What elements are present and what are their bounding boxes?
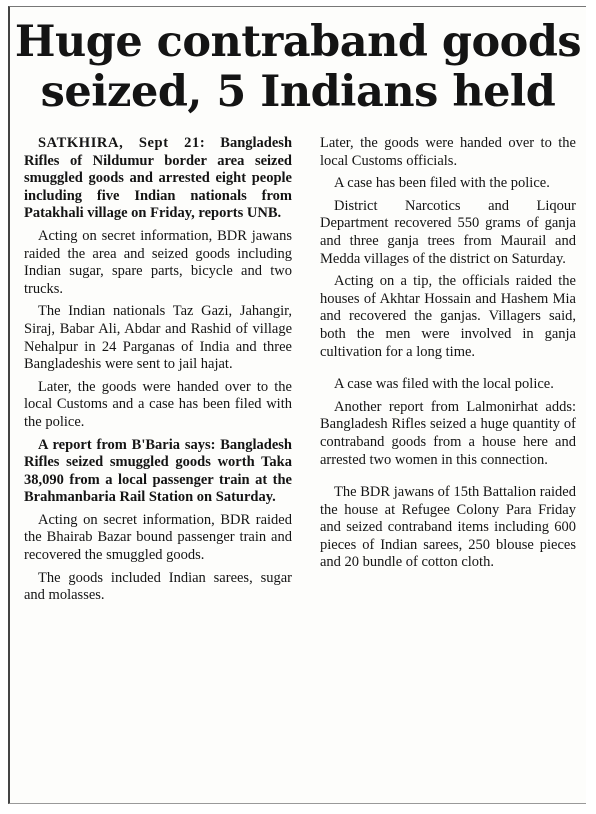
article-body bbox=[24, 135, 576, 795]
paragraph: Another report from Lalmonirhat adds: Bangladesh Rifles seized a huge quantity of contraband goods from a house here and arrested two women in this connection. bbox=[320, 398, 576, 468]
paragraph: A report from B'Baria says: Bangladesh Rifles seized smuggled goods worth Taka 38,090 from a local passenger train at the Brahmanbaria Rail Station on Saturday. bbox=[24, 436, 292, 506]
paragraph: A case was filed with the local police. bbox=[334, 376, 554, 393]
dateline: SATKHIRA, Sept 21: bbox=[38, 135, 206, 151]
paragraph: The goods included Indian sarees, sugar and molasses. bbox=[24, 569, 292, 604]
headline-line-2: seized, 5 Indians held bbox=[40, 67, 556, 117]
spacer bbox=[320, 366, 576, 376]
left-column bbox=[24, 135, 292, 610]
right-column bbox=[320, 135, 576, 577]
paragraph: District Narcotics and Liqour Department recovered 550 grams of ganja and three ganja trees from Maurail and Medda villages of the district on Saturday. bbox=[320, 197, 576, 267]
paragraph: The Indian nationals Taz Gazi, Jahangir, Siraj, Babar Ali, Abdar and Rashid of village Nehalpur in 24 Parganas of India and three Bangladeshis were sent to jail hajat. bbox=[24, 303, 292, 373]
lead-paragraph bbox=[24, 135, 292, 223]
paragraph: Acting on secret information, BDR jawans raided the area and seized goods including Indian sugar, spare parts, bicycle and two trucks. bbox=[24, 227, 292, 297]
paragraph: Later, the goods were handed over to the local Customs and a case has been filed with the police. bbox=[24, 378, 292, 430]
headline-line-1: Huge contraband goods bbox=[14, 17, 582, 67]
spacer bbox=[320, 474, 576, 484]
paragraph: A case has been filed with the police. bbox=[334, 175, 550, 192]
headline bbox=[10, 17, 586, 117]
paragraph: The BDR jawans of 15th Battalion raided the house at Refugee Colony Para Friday and seized contraband items including 600 pieces of Indian sarees, 250 blouse pieces and 20 bundle of cotton cloth. bbox=[320, 484, 576, 571]
paragraph: Acting on a tip, the officials raided the houses of Akhtar Hossain and Hashem Mia and recovered the ganjas. Villagers said, both the men were involved in ganja cultivation for a long time. bbox=[320, 273, 576, 360]
paragraph: Later, the goods were handed over to the local Customs officials. bbox=[320, 135, 576, 169]
lead-text: Bangladesh Rifles of Nildumur border area seized smuggled goods and arrested eight people including five Indian nationals from Patakhali village on Friday, reports UNB. bbox=[24, 135, 293, 222]
paragraph: Acting on secret information, BDR raided the Bhairab Bazar bound passenger train and recovered the smuggled goods. bbox=[24, 511, 292, 564]
newspaper-clipping bbox=[8, 6, 586, 804]
